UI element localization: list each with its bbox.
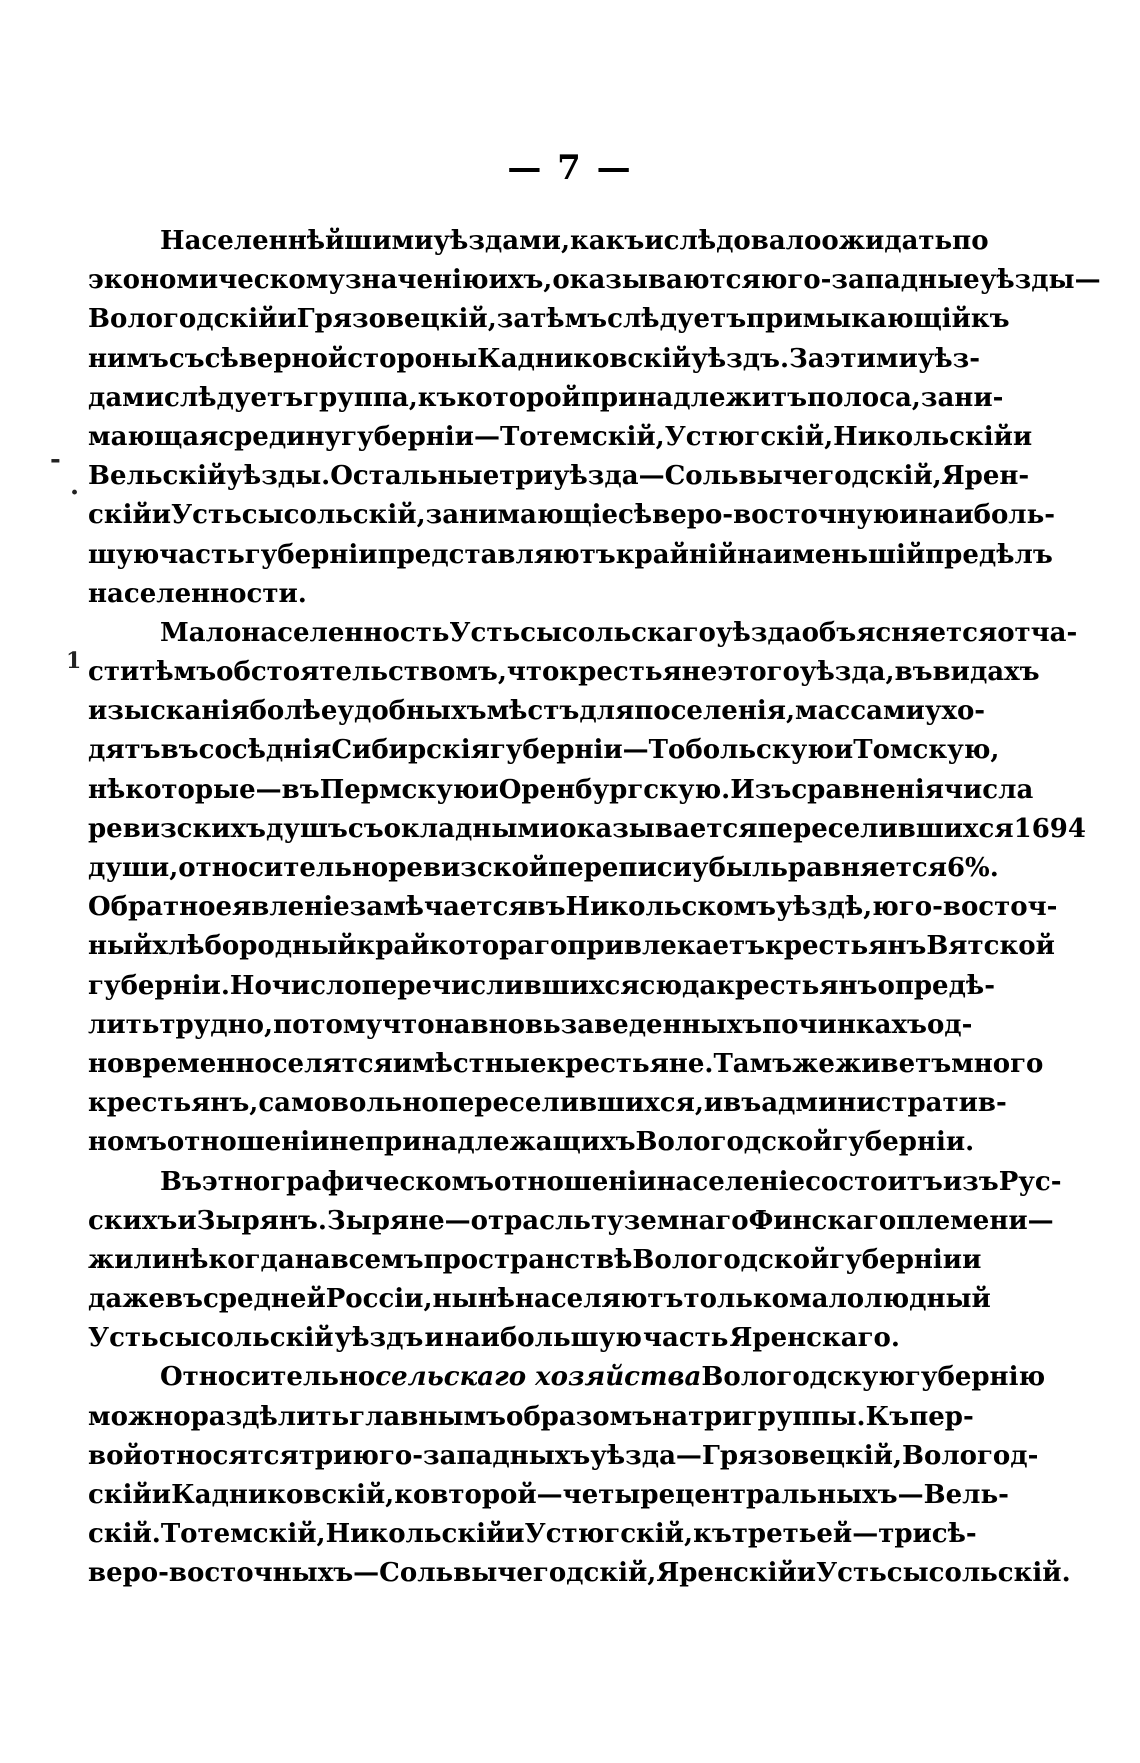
body-text xyxy=(88,222,1101,1594)
text-line: дятъ въ сосѣднія Сибирскія губерніи—Тобольскую и Томскую, xyxy=(88,735,1000,766)
text-line: души, относительно ревизской переписи убыль равняется 6%. xyxy=(88,853,999,883)
text-line: вой относятся три юго-западныхъ уѣзда—Грязовецкій, Вологод- xyxy=(88,1440,1039,1471)
italic-phrase: сельскаго хозяйства xyxy=(375,1362,702,1393)
text-line: губерніи. Но число перечислившихся сюда крестьянъ опредѣ- xyxy=(88,970,995,1001)
text-line: лить трудно, потому что на вновь заведенныхъ починкахъ од- xyxy=(88,1009,973,1040)
text-line: Относительно сельскаго хозяйства Вологодскую губернію xyxy=(88,1358,900,1397)
text-line: Малонаселенность Устьсысольскаго уѣзда объясняется отча- xyxy=(160,617,1078,648)
text-line: скій. Тотемскій, Никольскій и Устюгскій, къ третьей—три сѣ- xyxy=(88,1519,977,1550)
text-line: веро-восточныхъ—Сольвычегодскій, Яренскій и Устьсысольскій. xyxy=(88,1558,1071,1589)
page-number: — 7 — xyxy=(507,148,633,188)
text-line: Вельскій уѣзды. Остальные три уѣзда—Сольвычегодскій, Ярен- xyxy=(88,461,1030,492)
text-line: скій и Устьсысольскій, занимающіе сѣверо-восточную и наиболь- xyxy=(88,500,1056,531)
text-line: сти тѣмъ обстоятельствомъ, что крестьяне этого уѣзда, въ видахъ xyxy=(88,657,1040,688)
text-line: крестьянъ, самовольно переселившихся, и въ административ- xyxy=(88,1088,1007,1119)
text-line: номъ отношеніи непринадлежащихъ Вологодской губерніи. xyxy=(88,1127,975,1158)
margin-mark-dot: · xyxy=(70,478,80,508)
margin-mark-dash: - xyxy=(50,445,61,475)
text-line: Вологодскій и Грязовецкій, затѣмъ слѣдуетъ примыкающій къ xyxy=(88,304,1010,335)
text-line: Устьсысольскій уѣздъ и наибольшую часть Яренскаго. xyxy=(88,1323,900,1354)
text-line: жили нѣкогда на всемъ пространствѣ Вологодской губерніи и xyxy=(88,1244,982,1275)
text-line: мающая средину губерніи—Тотемскій, Устюгскій, Никольскій и xyxy=(88,421,1033,452)
text-line: дами слѣдуетъ группа, къ которой принадлежитъ полоса, зани- xyxy=(88,382,1004,413)
text-line: ный хлѣбородный край котораго привлекаетъ крестьянъ Вятской xyxy=(88,931,1055,962)
text-line: Въ этнографическомъ отношеніи населеніе состоитъ изъ Рус- xyxy=(160,1166,1062,1197)
margin-mark-one: 1 xyxy=(66,648,82,674)
text-line: экономическому значенію ихъ, оказываются юго-западные уѣзды— xyxy=(88,265,1101,296)
text-line: населенности. xyxy=(88,578,307,609)
text-line: шую часть губерніи представляютъ крайній наименьшій предѣлъ xyxy=(88,539,1053,570)
text-line: изысканія болѣе удобныхъ мѣстъ для поселенія, массами ухо- xyxy=(88,696,986,727)
text-line: ревизскихъ душъ съ окладными оказывается переселившихся 1694 xyxy=(88,813,1086,844)
text-line: скій и Кадниковскій, ко второй—четыре центральныхъ—Вель- xyxy=(88,1480,1009,1510)
text-line: Населеннѣйшими уѣздами, какъ и слѣдовало ожидать по xyxy=(160,226,989,256)
text-line: нѣкоторые—въ Пермскую и Оренбургскую. Изъ сравненія числа xyxy=(88,774,1034,805)
text-line: нимъ съ сѣверной стороны Кадниковскій уѣздъ. За этими уѣз- xyxy=(88,343,981,374)
text-line: даже въ средней Россіи, нынѣ населяютъ только малолюдный xyxy=(88,1284,991,1315)
text-line: Обратное явленіе замѣчается въ Никольскомъ уѣздѣ, юго-восточ- xyxy=(88,892,1058,923)
text-line: скихъ и Зырянъ. Зыряне—отрасль туземнаго Финскаго племени— xyxy=(88,1205,1054,1236)
text-line: можно раздѣлить главнымъ образомъ на три группы. Къ пер- xyxy=(88,1401,974,1432)
text-line: новременно селятся и мѣстные крестьяне. Тамъ же живетъ много xyxy=(88,1048,1044,1079)
